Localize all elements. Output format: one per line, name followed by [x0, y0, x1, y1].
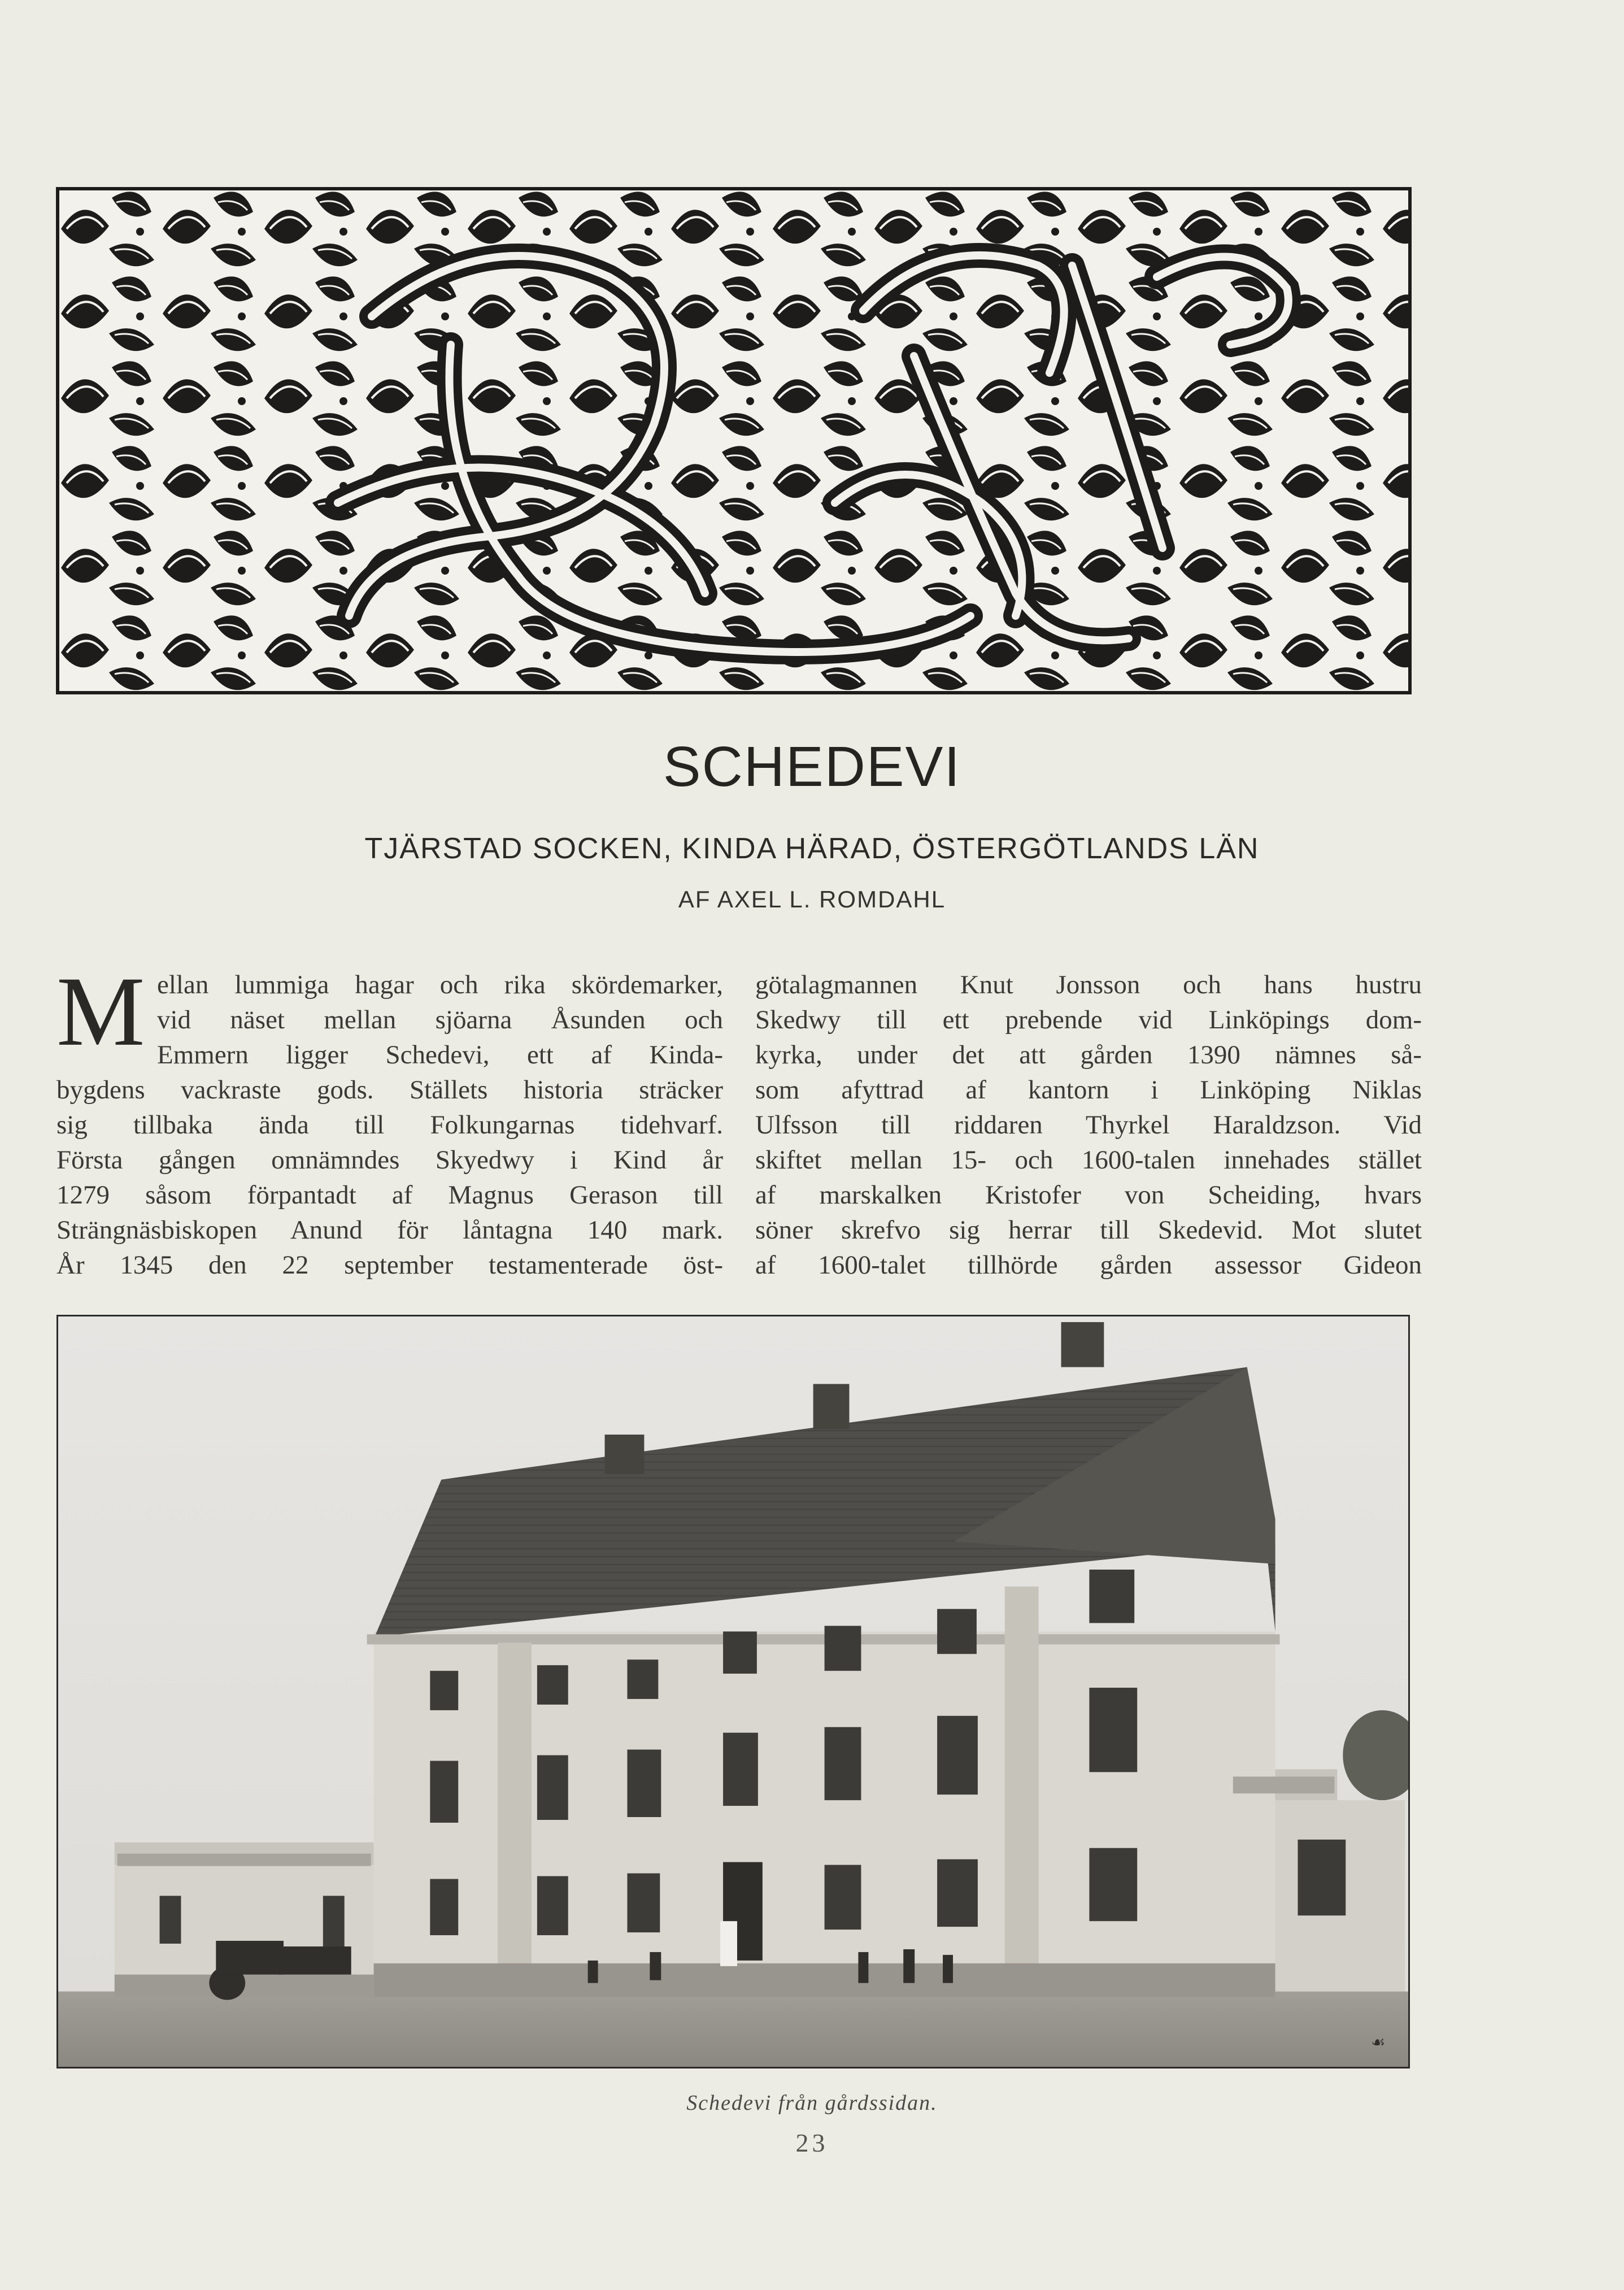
drop-cap: M	[56, 957, 145, 1067]
page-number: 23	[795, 2128, 829, 2157]
text-line: År 1345 den 22 september testamenterade öst-	[56, 1250, 723, 1280]
text-line: 1279 såsom förpantadt af Magnus Gerason till	[56, 1180, 723, 1210]
text-line: af 1600-talet tillhörde gården assessor Gideon	[755, 1250, 1422, 1280]
text-line: ellan lummiga hagar och rika skördemarker,	[157, 970, 723, 1000]
text-column-left	[56, 957, 723, 1283]
text-line: Första gången omnämndes Skyedwy i Kind år	[56, 1145, 723, 1175]
text-line: sig tillbaka ända till Folkungarnas tidehvarf.	[56, 1110, 723, 1140]
text-line: Strängnäsbiskopen Anund för låntagna 140 mark.	[56, 1215, 723, 1245]
text-line: af marskalken Kristofer von Scheiding, hvars	[755, 1180, 1422, 1210]
text-line: Emmern ligger Schedevi, ett af Kinda-	[157, 1040, 723, 1070]
text-line: Ulfsson till riddaren Thyrkel Haraldzson. Vid	[755, 1110, 1422, 1140]
text-line: kyrka, under det att gården 1390 nämnes så-	[755, 1040, 1422, 1070]
author-byline: AF AXEL L. ROMDAHL	[678, 886, 946, 912]
article-title: SCHEDEVI	[663, 735, 961, 798]
text-column-right	[755, 967, 1422, 1283]
manor-house-photo	[56, 1315, 1410, 2069]
text-line: Skedwy till ett prebende vid Linköpings dom-	[755, 1005, 1422, 1035]
text-line: vid näset mellan sjöarna Åsunden och	[157, 1005, 723, 1035]
article-subtitle: TJÄRSTAD SOCKEN, KINDA HÄRAD, ÖSTERGÖTLANDS LÄN	[364, 832, 1260, 865]
text-line: söner skrefvo sig herrar till Skedevid. Mot slutet	[755, 1215, 1422, 1245]
text-line: skiftet mellan 15- och 1600-talen innehades stället	[755, 1145, 1422, 1175]
svg-text:☙: ☙	[1371, 2033, 1386, 2052]
figure-caption: Schedevi från gårdssidan.	[686, 2091, 938, 2115]
text-line: götalagmannen Knut Jonsson och hans hustru	[755, 970, 1422, 1000]
floral-monogram-ornament-icon	[55, 186, 1412, 695]
text-line: bygdens vackraste gods. Ställets historia sträcker	[56, 1075, 723, 1105]
text-line: som afyttrad af kantorn i Linköping Niklas	[755, 1075, 1422, 1105]
